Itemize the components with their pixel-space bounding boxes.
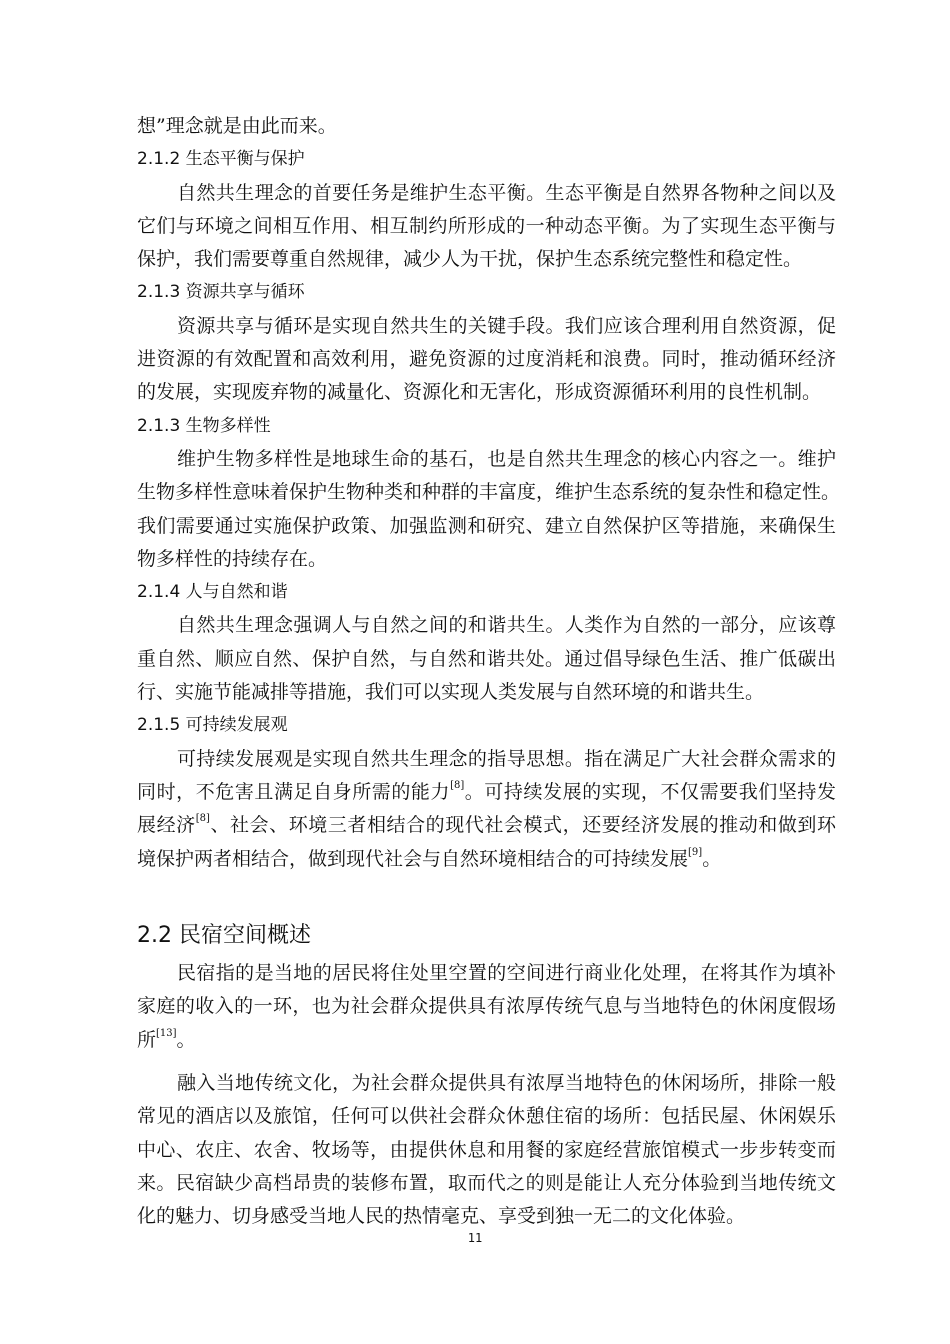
text-line [137, 443, 836, 476]
citation-ref: [13] [156, 1027, 177, 1039]
text-run: 它们与环境之间相互作用、相互制约所形成的一种动态平衡。为了实现生态平衡与 [137, 214, 836, 237]
text-line [137, 243, 836, 276]
section-2-1-content [137, 110, 841, 876]
text-run: 进资源的有效配置和高效利用，避免资源的过度消耗和浪费。同时，推动循环经济 [137, 348, 836, 371]
text-run: 中心、农庄、农舍、牧场等，由提供休息和用餐的家庭经营旅馆模式一步步转变而 [137, 1138, 836, 1161]
text-run: 生物多样性意味着保护生物种类和种群的丰富度，维护生态系统的复杂性和稳定性。 [137, 481, 841, 504]
text-line [137, 609, 836, 642]
text-line [137, 743, 836, 776]
text-run: 、社会、环境三者相结合的现代社会模式，还要经济发展的推动和做到环 [209, 814, 836, 837]
text-run: 2.1.4 人与自然和谐 [137, 582, 288, 603]
text-line [137, 110, 836, 143]
text-run: 可持续发展观是实现自然共生理念的指导思想。指在满足广大社会群众需求的 [177, 747, 836, 770]
text-line [137, 809, 836, 842]
text-run: 展经济 [137, 814, 196, 837]
text-line [137, 177, 836, 210]
paragraph-minsu-definition [137, 957, 836, 1057]
text-run: 化的魅力、切身感受当地人民的热情毫克、享受到独一无二的文化体验。 [137, 1205, 746, 1228]
text-run: 行、实施节能减排等措施，我们可以实现人类发展与自然环境的和谐共生。 [137, 681, 765, 704]
citation-ref: [8] [195, 813, 210, 825]
text-run: 家庭的收入的一环，也为社会群众提供具有浓厚传统气息与当地特色的休闲度假场 [137, 995, 836, 1018]
text-run: 境保护两者相结合，做到现代社会与自然环境相结合的可持续发展 [137, 847, 689, 870]
text-run: 融入当地传统文化，为社会群众提供具有浓厚当地特色的休闲场所，排除一般 [177, 1072, 836, 1094]
subsection-heading [137, 709, 836, 742]
text-run: 想”理念就是由此而来。 [137, 115, 337, 137]
text-line [137, 510, 836, 543]
text-run: 所 [137, 1028, 157, 1051]
text-run: 重自然、顺应自然、保护自然，与自然和谐共处。通过倡导绿色生活、推广低碳出 [137, 647, 836, 670]
text-line [137, 476, 841, 509]
text-line [137, 1067, 836, 1100]
text-run: 民宿指的是当地的居民将住处里空置的空间进行商业化处理，在将其作为填补 [177, 962, 836, 984]
text-run: 维护生物多样性是地球生命的基石，也是自然共生理念的核心内容之一。维护 [177, 447, 836, 470]
text-run: 我们需要通过实施保护政策、加强监测和研究、建立自然保护区等措施，来确保生 [137, 514, 836, 537]
text-run: 。 [176, 1028, 196, 1051]
text-line [137, 957, 836, 990]
citation-ref: [8] [450, 779, 465, 791]
text-run: 。可持续发展的实现，不仅需要我们坚持发 [464, 780, 836, 803]
text-run: 保护，我们需要尊重自然规律，减少人为干扰，保护生态系统完整性和稳定性。 [137, 248, 803, 271]
text-run: 同时，不危害且满足自身所需的能力 [137, 780, 451, 803]
text-line [137, 210, 836, 243]
text-line [137, 1167, 836, 1200]
text-line [137, 1134, 836, 1167]
text-line [137, 843, 836, 876]
text-line [137, 1024, 836, 1057]
text-line [137, 543, 836, 576]
text-run: 2.1.3 生物多样性 [137, 415, 271, 436]
text-run: 。 [702, 847, 722, 870]
section-heading-2-2: 2.2 民宿空间概述 [137, 923, 311, 948]
text-run: 的发展，实现废弃物的减量化、资源化和无害化，形成资源循环利用的良性机制。 [137, 381, 822, 404]
page-number: 11 [467, 1231, 483, 1245]
text-line [137, 1100, 836, 1133]
subsection-heading [137, 143, 836, 176]
text-run: 2.1.5 可持续发展观 [137, 715, 288, 736]
text-line [137, 643, 836, 676]
text-run: 资源共享与循环是实现自然共生的关键手段。我们应该合理利用自然资源，促 [177, 314, 836, 337]
text-run: 来。民宿缺少高档昂贵的装修布置，取而代之的则是能让人充分体验到当地传统文 [137, 1171, 836, 1194]
text-run: 2.1.3 资源共享与循环 [137, 282, 305, 303]
text-line [137, 376, 836, 409]
text-run: 常见的酒店以及旅馆，任何可以供社会群众休憩住宿的场所：包括民屋、休闲娱乐 [137, 1105, 836, 1128]
subsection-heading [137, 276, 836, 309]
text-run: 物多样性的持续存在。 [137, 547, 328, 570]
text-run: 自然共生理念强调人与自然之间的和谐共生。人类作为自然的一部分，应该尊 [177, 614, 836, 637]
text-line [137, 310, 836, 343]
text-line [137, 1200, 836, 1233]
text-line [137, 343, 836, 376]
citation-ref: [9] [688, 846, 703, 858]
subsection-heading [137, 576, 836, 609]
text-line [137, 676, 836, 709]
text-line [137, 776, 836, 809]
text-line [137, 990, 836, 1023]
subsection-heading [137, 410, 836, 443]
text-run: 2.1.2 生态平衡与保护 [137, 149, 305, 170]
paragraph-minsu-culture [137, 1067, 836, 1233]
text-run: 自然共生理念的首要任务是维护生态平衡。生态平衡是自然界各物种之间以及 [177, 181, 836, 204]
